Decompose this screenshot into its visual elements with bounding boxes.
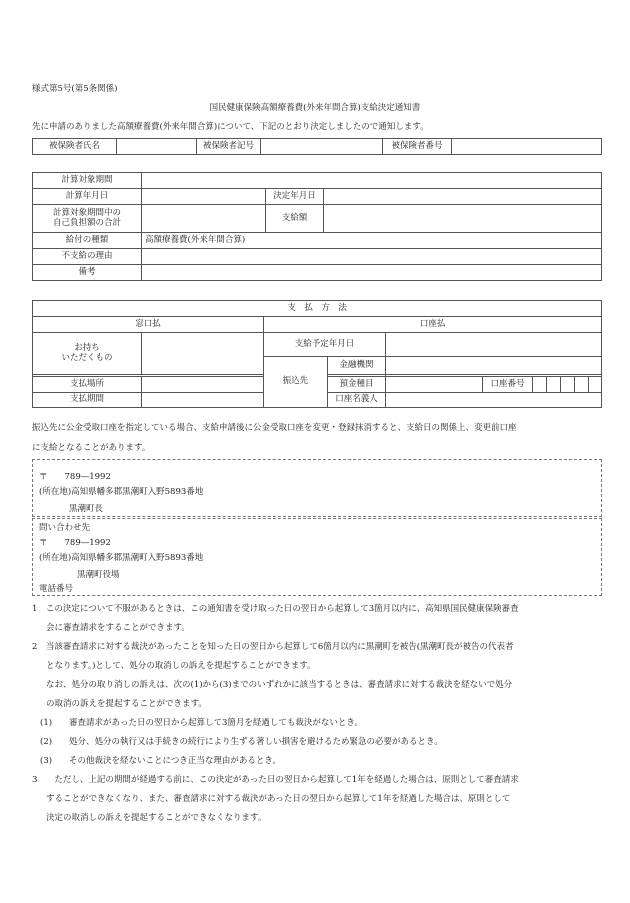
note-1-line1: 1 この決定について不服があるときは、この通知書を受け取った日の翌日から起算して3箇月以内に、高知県国民健康保険審査	[32, 604, 519, 614]
insured-number-cell	[452, 139, 602, 155]
contact-office: 黒潮町役場	[77, 570, 120, 580]
burden-total-label-line2: 自己負担額の合計	[52, 217, 121, 228]
intro-text: 先に申請のありました高額療養費(外来年間合算)について、下記のとおり決定しましたので通知します。	[32, 122, 429, 132]
payment-amount-label: 支給額	[266, 205, 324, 233]
account-digit-4	[575, 377, 589, 393]
contact-box	[32, 518, 602, 596]
insured-number-label: 被保険者番号	[383, 139, 452, 155]
note-sub-3: (3) その他裁決を経ないことにつき正当な理由があるとき。	[40, 756, 282, 766]
decision-table	[32, 172, 602, 281]
non-payment-reason-label: 不支給の理由	[33, 249, 142, 265]
burden-total-cell	[142, 205, 266, 233]
items-to-bring-cell	[142, 333, 264, 375]
note-1-line2: 会に審査請求をすることができます。	[46, 623, 190, 633]
note-3-line1: 3 ただし、上記の期間が経過する前に、この決定があった日の翌日から起算して1年を経過した場合は、原則として審査請求	[32, 775, 519, 785]
bank-cell	[386, 357, 602, 375]
note-2-line3: なお、処分の取り消しの訴えは、次の(1)から(3)までのいずれかに該当するときは、審査請求に対する裁決を経ないで処分	[46, 680, 513, 690]
calc-date-label: 計算年月日	[33, 189, 142, 205]
window-payment-header: 窓口払	[33, 317, 264, 333]
payment-period-cell	[142, 393, 264, 408]
account-digit-3	[561, 377, 575, 393]
remarks-label: 備考	[33, 265, 142, 281]
burden-total-label	[33, 205, 142, 233]
note-2-line2: となります。)として、処分の取消しの訴えを提起することができます。	[46, 661, 316, 671]
items-to-bring-line2: いただくもの	[61, 352, 113, 363]
sender-box	[32, 459, 602, 517]
account-digit-2	[547, 377, 561, 393]
insured-symbol-label: 被保険者記号	[197, 139, 261, 155]
note-2-line1: 2 当該審査請求に対する裁決があったことを知った日の翌日から起算して6箇月以内に黒潮町を被告(黒潮町長が被告の代表者	[32, 642, 514, 652]
public-account-notice-line1: 振込先に公金受取口座を指定している場合、支給申請後に公金受取口座を変更・登録抹消すると、支給日の関係上、変更前口座	[32, 423, 517, 433]
calc-period-cell	[142, 173, 602, 189]
decision-date-cell	[324, 189, 602, 205]
note-2-line4: の取消の訴えを提起することができます。	[46, 699, 207, 709]
items-to-bring-label	[33, 333, 142, 375]
insured-symbol-cell	[261, 139, 383, 155]
sender-mayor: 黒潮町長	[69, 504, 104, 514]
contact-address: (所在地)高知県幡多郡黒潮町入野5893番地	[39, 553, 204, 563]
deposit-type-label: 預金種目	[328, 377, 386, 393]
payment-method-title: 支 払 方 法	[33, 301, 602, 317]
form-number: 様式第5号(第5条関係)	[32, 84, 118, 94]
public-account-notice-line2: に支給となることがあります。	[32, 443, 151, 453]
account-holder-cell	[386, 393, 602, 408]
document-title: 国民健康保険高額療養費(外来年間合算)支給決定通知書	[209, 103, 421, 113]
items-to-bring-line1: お持ち	[74, 342, 100, 353]
note-sub-1: (1) 審査請求があった日の翌日から起算して3箇月を経過しても裁決がないとき。	[40, 718, 364, 728]
benefit-type-label: 給付の種類	[33, 233, 142, 249]
insured-name-cell	[117, 139, 197, 155]
account-digit-1	[533, 377, 547, 393]
account-payment-header: 口座払	[264, 317, 602, 333]
account-digit-5	[589, 377, 602, 393]
insured-table	[32, 138, 602, 155]
contact-postal: 〒 789―1992	[39, 538, 111, 548]
payment-place-label: 支払場所	[33, 377, 142, 393]
note-sub-2: (2) 処分、処分の執行又は手続きの続行により生ずる著しい損害を避けるため緊急の必要があるとき。	[40, 737, 443, 747]
payment-method-table	[32, 300, 602, 408]
deposit-type-cell	[386, 377, 483, 393]
contact-title: 問い合わせ先	[39, 523, 91, 533]
sender-address: (所在地)高知県幡多郡黒潮町入野5893番地	[39, 487, 204, 497]
benefit-type-value: 高額療養費(外来年間合算)	[142, 233, 602, 249]
sender-postal: 〒 789―1992	[39, 472, 111, 482]
insured-name-label: 被保険者氏名	[33, 139, 117, 155]
payment-amount-cell	[324, 205, 602, 233]
payment-period-label: 支払期間	[33, 393, 142, 408]
contact-phone-label: 電話番号	[39, 584, 74, 594]
calc-period-label: 計算対象期間	[33, 173, 142, 189]
decision-date-label: 決定年月日	[266, 189, 324, 205]
account-holder-label: 口座名義人	[328, 393, 386, 408]
bank-label: 金融機関	[328, 357, 386, 375]
payment-place-cell	[142, 377, 264, 393]
non-payment-reason-cell	[142, 249, 602, 265]
remarks-cell	[142, 265, 602, 281]
public-account-notice	[32, 418, 517, 458]
legal-notes	[32, 600, 607, 828]
account-number-label: 口座番号	[483, 377, 533, 393]
scheduled-date-cell	[386, 333, 602, 357]
scheduled-date-label: 支給予定年月日	[264, 333, 386, 357]
calc-date-cell	[142, 189, 266, 205]
transfer-destination-label: 振込先	[264, 357, 328, 408]
burden-total-label-line1: 計算対象期間中の	[52, 207, 121, 218]
note-3-line2: することができなくなり、また、審査請求に対する裁決があった日の翌日から起算して1年を経過した場合は、原則として	[46, 794, 511, 804]
note-3-line3: 決定の取消しの訴えを提起することができなくなります。	[46, 813, 267, 823]
